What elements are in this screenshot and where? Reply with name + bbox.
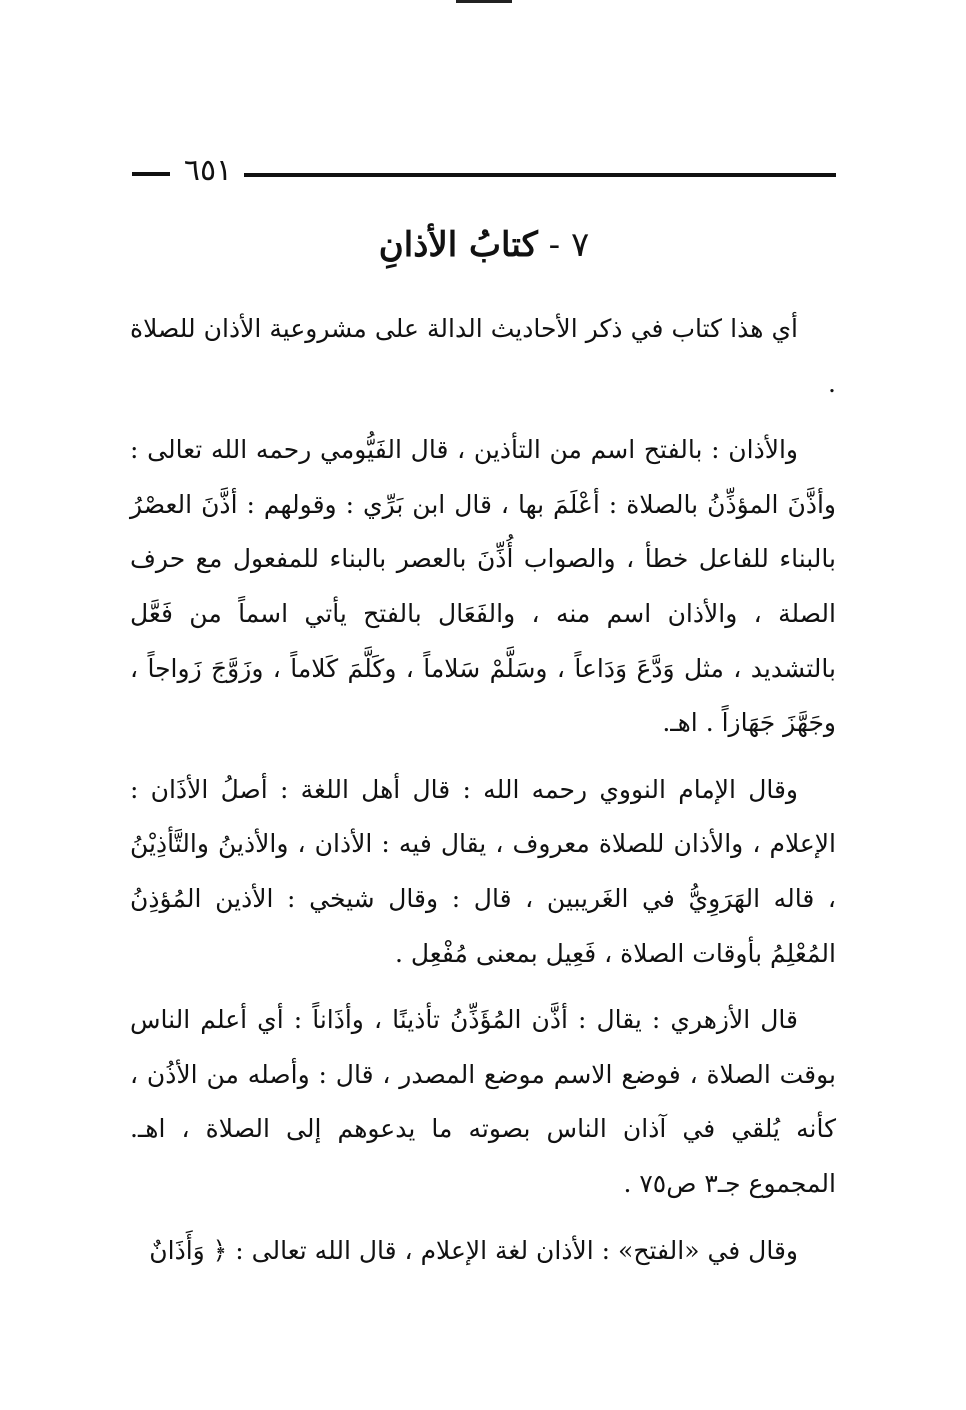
chapter-title: كتابُ الأذانِ — [378, 225, 538, 265]
header-rule — [244, 173, 836, 177]
chapter-number: ٧ - — [548, 225, 590, 265]
header-dash — [132, 172, 170, 176]
paragraph: وقال الإمام النووي رحمه الله : قال أهل اللغة : أصلُ الأذَان : الإعلام ، والأذان للصلاة معروف ، يقال فيه : الأذان ، والأذينُ والتَّأذِيْنُ ، قاله الهَرَوِيُّ في الغَريبين ، قال : وقال شيخي : الأذين المُؤذِنُ المُعْلِمُ بأوقات الصلاة ، فَعِيل بمعنى مُفْعِل . — [130, 774, 836, 968]
paragraph: والأذان : بالفتح اسم من التأذين ، قال الفَيُّومي رحمه الله تعالى : وأذَّنَ المؤذِّنُ بالصلاة : أعْلَمَ بها ، قال ابن بَرِّي : وقولهم : أذَّنَ العصْرُ بالبناء للفاعل خطأ ، والصواب أُذِّنَ بالعصر بالبناء للمفعول مع حرف الصلة ، والأذان اسم منه ، والفَعَال بالفتح يأتي اسماً من فَعَّل بالتشديد ، مثل وَدَّعَ وَدَاعاً ، وسَلَّمْ سَلاماً ، وكَلَّمَ كَلاماً ، وزَوَّجَ زَواجاً ، وجَهَّزَ جَهَازاً . اهـ. — [130, 435, 836, 738]
paragraph: أي هذا كتاب في ذكر الأحاديث الدالة على مشروعية الأذان للصلاة . — [130, 314, 836, 398]
paragraph: وقال في «الفتح» : الأذان لغة الإعلام ، قال الله تعالى : ﴿ وَأَذَانٌ — [149, 1235, 798, 1265]
body-text — [130, 302, 836, 1278]
page-header — [132, 152, 836, 192]
chapter-heading — [132, 222, 836, 268]
paragraph: قال الأزهري : يقال : أذَّن المُؤَذِّنُ تأذينًا ، وأذَاناً : أي أعلم الناس بوقت الصلاة ، فوضع الاسم موضع المصدر ، قال : وأصله من الأذُن ، كأنه يُلقي في آذان الناس بصوته ما يدعوهم إلى الصلاة ، اهـ. المجموع جـ٣ ص٧٥ . — [130, 1005, 836, 1198]
page-number: ٦٥١ — [183, 153, 233, 188]
top-edge-mark — [456, 0, 512, 3]
